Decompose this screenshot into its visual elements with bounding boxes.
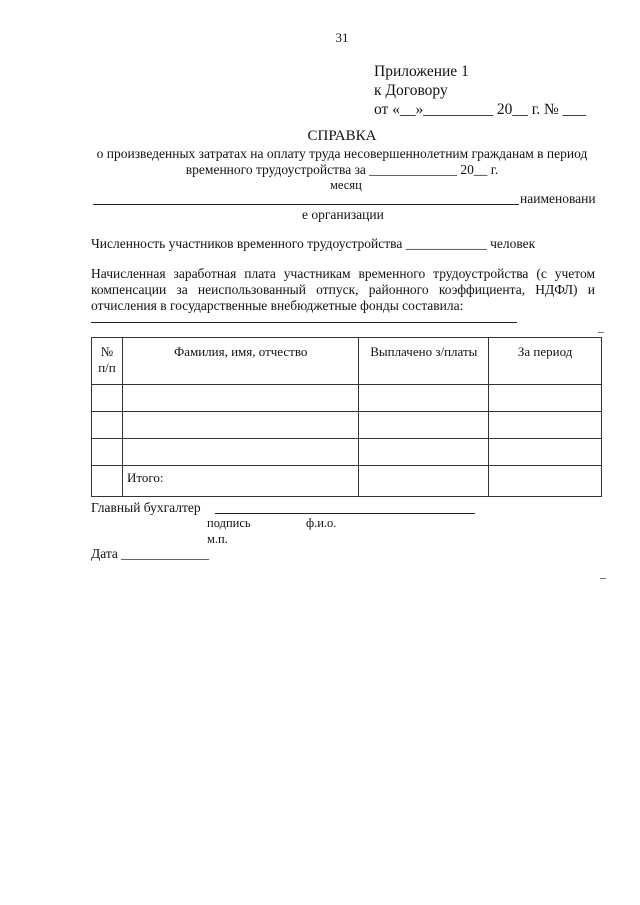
document-title: СПРАВКА: [307, 128, 377, 144]
appendix-line-1: Приложение 1: [374, 63, 469, 80]
scan-mark: [600, 578, 606, 579]
salary-paragraph-line-1: Начисленная заработная плата участникам временного трудоустройства (с учетом: [91, 266, 595, 281]
subtitle-line-1: о произведенных затратах на оплату труда несовершеннолетним гражданам в период: [96, 146, 588, 161]
table-row: [92, 385, 602, 412]
organization-name-line: [93, 204, 519, 205]
date-label: Дата _____________: [91, 546, 210, 561]
table-row: [92, 412, 602, 439]
header-number: № п/п: [92, 338, 123, 385]
appendix-line-2: к Договору: [374, 82, 448, 99]
table-header-row: [92, 338, 602, 385]
chief-accountant-label: Главный бухгалтер: [91, 500, 201, 515]
header-salary-paid: Выплачено з/платы: [359, 338, 489, 385]
salary-paragraph-line-2: компенсации за неиспользованный отпуск, районного коэффициента, НДФЛ) и: [91, 282, 595, 297]
header-full-name: Фамилия, имя, отчество: [122, 338, 358, 385]
full-name-caption: ф.и.о.: [306, 516, 337, 530]
payments-table: [91, 337, 602, 497]
signature-caption: подпись: [207, 516, 251, 530]
organization-caption-suffix: наименовани: [520, 191, 596, 206]
header-period: За период: [489, 338, 602, 385]
subtitle-line-2: временного трудоустройства за _____________ 20__ г.: [185, 162, 499, 177]
appendix-line-3: от «__»_________ 20__ г. № ___: [374, 101, 586, 118]
table-row: [92, 439, 602, 466]
page-number: 31: [335, 30, 349, 45]
salary-paragraph-line-3: отчисления в государственные внебюджетные фонды составила:: [91, 298, 464, 313]
participants-count-label: Численность участников временного трудоустройства ____________ человек: [91, 236, 536, 251]
salary-paragraph: [91, 266, 595, 314]
stamp-caption: м.п.: [207, 532, 228, 546]
scan-mark: [598, 332, 604, 333]
month-caption: месяц: [330, 178, 362, 192]
salary-amount-line: [91, 322, 517, 323]
total-label: Итого:: [122, 466, 358, 497]
table-total-row: [92, 466, 602, 497]
organization-caption: е организации: [302, 207, 384, 222]
chief-accountant-signature-line: [215, 513, 475, 514]
